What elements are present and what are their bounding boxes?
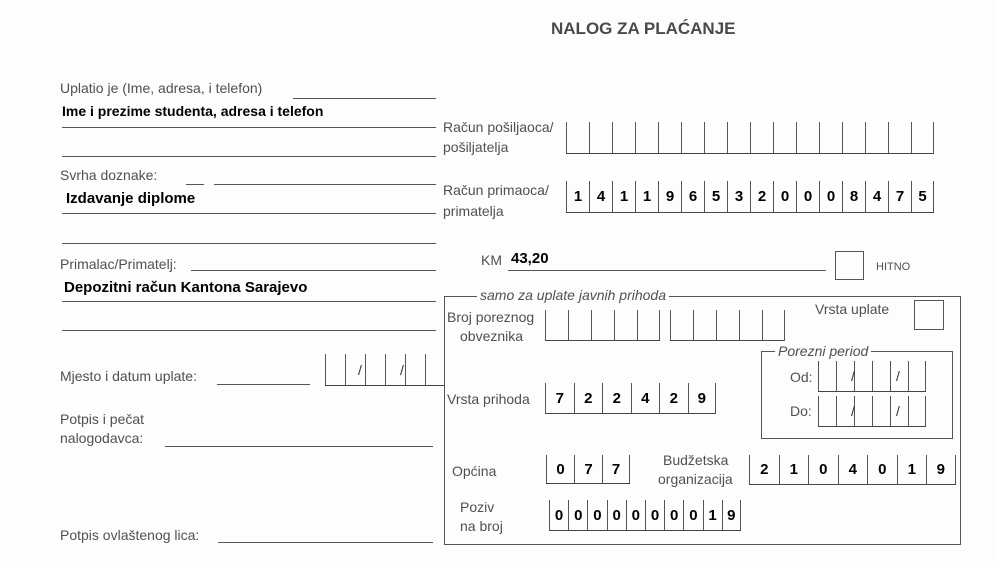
sender-account-digit-14	[865, 122, 888, 153]
revenue-type-boxes[interactable]	[545, 383, 716, 414]
sender-account-digit-8	[727, 122, 750, 153]
form-title: NALOG ZA PLAĆANJE	[551, 19, 736, 38]
reference-digit-5: 0	[626, 500, 645, 530]
budget-org-digit-7: 9	[926, 455, 956, 484]
recipient-account-digit-3: 1	[612, 181, 635, 212]
recipient-account-digit-10: 0	[773, 181, 796, 212]
sender-account-label-2: pošiljatelja	[443, 139, 509, 155]
payer-line-2	[62, 127, 436, 128]
tax-period-from-label: Od:	[790, 369, 813, 385]
payment-type-label: Vrsta uplate	[815, 301, 890, 317]
taxpayer-label-1: Broj poreznog	[447, 309, 535, 325]
reference-label-1: Poziv	[460, 499, 495, 515]
recipient-account-digit-15: 7	[888, 181, 911, 212]
reference-digit-7: 0	[664, 500, 683, 530]
taxpayer-boxes-1[interactable]	[545, 310, 660, 341]
sender-account-digit-6	[681, 122, 704, 153]
budget-org-digit-4: 4	[838, 455, 868, 484]
recipient-account-digit-5: 9	[658, 181, 681, 212]
purpose-label: Svrha doznake:	[60, 167, 158, 183]
sender-account-digit-15	[888, 122, 911, 153]
reference-digit-1: 0	[549, 500, 568, 530]
sender-account-digit-12	[819, 122, 842, 153]
signature-payer-label-1: Potpis i pečat	[60, 411, 145, 427]
place-date-label: Mjesto i datum uplate:	[60, 368, 197, 384]
recipient-account-digit-8: 3	[727, 181, 750, 212]
sender-account-digit-7	[704, 122, 727, 153]
recipient-line-3	[62, 330, 436, 331]
recipient-account-label-2: primatelja	[443, 203, 504, 219]
reference-digit-8: 0	[683, 500, 702, 530]
sender-account-label-1: Račun pošiljaoca/	[443, 119, 554, 135]
reference-digit-10: 9	[722, 500, 741, 530]
budget-org-digit-1: 2	[749, 455, 779, 484]
urgent-label: HITNO	[876, 261, 911, 273]
payer-line-3	[62, 156, 436, 157]
municipality-label: Općina	[452, 463, 497, 479]
municipality-boxes[interactable]	[546, 455, 630, 484]
purpose-line-4	[62, 243, 436, 244]
recipient-account-digit-13: 8	[842, 181, 865, 212]
revenue-type-digit-4: 4	[631, 383, 660, 413]
amount-line	[508, 270, 826, 271]
reference-digit-2: 0	[568, 500, 587, 530]
signature-payer-line	[165, 446, 433, 447]
sender-account-digit-13	[842, 122, 865, 153]
purpose-value[interactable]: Izdavanje diplome	[66, 190, 196, 207]
reference-digit-4: 0	[607, 500, 626, 530]
urgent-checkbox[interactable]	[835, 251, 864, 280]
budget-org-label-2: organizacija	[658, 471, 733, 487]
revenue-type-digit-6: 9	[688, 383, 717, 413]
budget-org-digit-2: 1	[779, 455, 809, 484]
tax-period-from-boxes[interactable]	[818, 361, 926, 392]
recipient-account-digit-2: 4	[589, 181, 612, 212]
municipality-digit-1: 0	[546, 455, 574, 483]
place-line	[217, 384, 310, 385]
revenue-type-digit-3: 2	[602, 383, 631, 413]
amount-value[interactable]: 43,20	[511, 250, 549, 267]
sender-account-digit-16	[911, 122, 934, 153]
recipient-account-digit-6: 6	[681, 181, 704, 212]
taxpayer-label-2: obveznika	[460, 328, 524, 344]
taxpayer-boxes-2[interactable]	[670, 310, 785, 341]
tax-period-legend: Porezni period	[775, 343, 871, 359]
recipient-line-1	[191, 270, 436, 271]
payer-line-1	[293, 98, 436, 99]
recipient-account-digit-7: 5	[704, 181, 727, 212]
sender-account-digit-3	[612, 122, 635, 153]
revenue-type-label: Vrsta prihoda	[447, 391, 530, 407]
recipient-line-2	[62, 301, 436, 302]
budget-org-boxes[interactable]	[749, 455, 956, 485]
revenue-type-digit-1: 7	[545, 383, 574, 413]
recipient-account-digit-16: 5	[911, 181, 934, 212]
date-slash-2: /	[400, 362, 404, 378]
municipality-digit-2: 7	[574, 455, 602, 483]
sender-account-digit-1	[566, 122, 589, 153]
reference-digit-6: 0	[645, 500, 664, 530]
payment-type-box[interactable]	[914, 300, 944, 330]
purpose-line-2	[214, 184, 436, 185]
signature-authorized-line	[218, 542, 433, 543]
reference-digit-3: 0	[587, 500, 606, 530]
recipient-label: Primalac/Primatelj:	[60, 256, 177, 272]
recipient-account-label-1: Račun primaoca/	[443, 182, 549, 198]
budget-org-digit-3: 0	[808, 455, 838, 484]
sender-account-digit-4	[635, 122, 658, 153]
date-boxes[interactable]	[325, 354, 445, 386]
date-slash-1: /	[358, 362, 362, 378]
reference-boxes[interactable]	[549, 500, 741, 531]
budget-org-digit-5: 0	[867, 455, 897, 484]
recipient-account-digit-12: 0	[819, 181, 842, 212]
payer-label: Uplatio je (Ime, adresa, i telefon)	[60, 80, 263, 96]
to-slash-2: /	[896, 403, 900, 419]
sender-account-digit-10	[773, 122, 796, 153]
purpose-line-1	[186, 184, 204, 185]
currency-label: KM	[481, 252, 502, 268]
sender-account-digit-5	[658, 122, 681, 153]
revenue-type-digit-2: 2	[574, 383, 603, 413]
reference-label-2: na broj	[460, 518, 503, 534]
public-revenue-legend: samo za uplate javnih prihoda	[477, 287, 669, 303]
from-slash-1: /	[851, 368, 855, 384]
recipient-account-digit-4: 1	[635, 181, 658, 212]
budget-org-digit-6: 1	[897, 455, 927, 484]
budget-org-label-1: Budžetska	[663, 452, 729, 468]
sender-account-digit-11	[796, 122, 819, 153]
sender-account-digit-9	[750, 122, 773, 153]
recipient-account-boxes[interactable]	[566, 181, 934, 213]
to-slash-1: /	[851, 403, 855, 419]
sender-account-boxes[interactable]	[566, 122, 934, 154]
recipient-account-digit-1: 1	[566, 181, 589, 212]
recipient-account-digit-9: 2	[750, 181, 773, 212]
recipient-value[interactable]: Depozitni račun Kantona Sarajevo	[64, 279, 308, 296]
reference-digit-9: 1	[703, 500, 722, 530]
municipality-digit-3: 7	[602, 455, 630, 483]
revenue-type-digit-5: 2	[659, 383, 688, 413]
recipient-account-digit-11: 0	[796, 181, 819, 212]
payer-value[interactable]: Ime i prezime studenta, adresa i telefon	[62, 103, 324, 119]
sender-account-digit-2	[589, 122, 612, 153]
recipient-account-digit-14: 4	[865, 181, 888, 212]
signature-payer-label-2: nalogodavca:	[60, 430, 144, 446]
signature-authorized-label: Potpis ovlaštenog lica:	[60, 527, 200, 543]
tax-period-to-label: Do:	[790, 403, 812, 419]
tax-period-to-boxes[interactable]	[818, 396, 926, 427]
purpose-line-3	[62, 213, 436, 214]
from-slash-2: /	[896, 368, 900, 384]
